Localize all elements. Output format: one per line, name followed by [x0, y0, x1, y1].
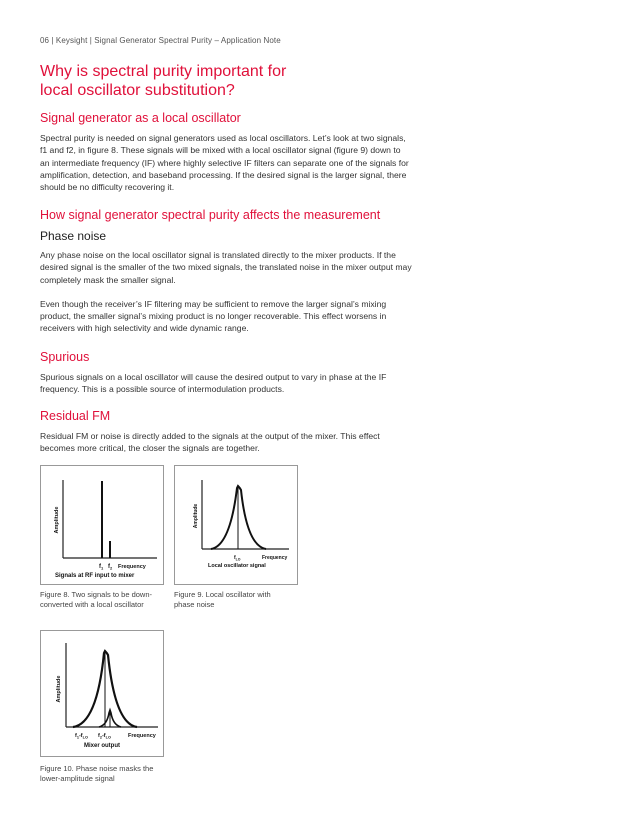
subsection-heading: Phase noise — [40, 229, 107, 243]
section-local-oscillator — [40, 111, 412, 193]
x-axis-label: Frequency — [118, 564, 146, 570]
flo-label: $f_{LO}$ — [234, 555, 241, 562]
paragraph: Spectral purity is needed on signal generators used as local oscillators. Let’s look at two signals, f1 and f2, in figure 8. These signals will be mixed with a local oscillator signal (figure 9) down to an intermediate frequency (IF) where highly selective IF filters can separate one of the signals for amplification, detection, and baseband processing. If the desired signal is the larger signal, there should be no difficulty recovering it. — [40, 133, 409, 193]
section-spurious — [40, 350, 412, 396]
figure-subtitle: Local oscillator signal — [208, 563, 266, 569]
f2-minus-flo-label: $f_2-f_{LO}$ — [98, 733, 111, 740]
f1-minus-flo-label: $f_1-f_{LO}$ — [75, 733, 88, 740]
paragraph: Spurious signals on a local oscillator will cause the desired output to vary in phase at the IF frequency. This is a possible source of intermodulation products. — [40, 372, 387, 395]
x-axis-label: Frequency — [128, 733, 156, 739]
figure-subtitle: Signals at RF input to mixer — [55, 573, 135, 579]
section-measurement-effects — [40, 208, 412, 335]
figure-10 — [40, 630, 164, 757]
paragraph: Residual FM or noise is directly added to the signals at the output of the mixer. This effect becomes more critical, the closer the signals are together. — [40, 431, 380, 454]
f1-label: $f_1$ — [99, 564, 104, 571]
figure-8 — [40, 465, 164, 585]
section-heading: Spurious — [40, 350, 90, 364]
section-heading: How signal generator spectral purity affects the measurement — [40, 208, 381, 222]
section-heading: Residual FM — [40, 409, 111, 423]
figure-8-diagram — [41, 466, 163, 584]
section-residual-fm — [40, 409, 412, 455]
page-title-line-1: Why is spectral purity important for — [40, 63, 287, 80]
y-axis-label: Amplitude — [193, 503, 199, 529]
page-title-line-2: local oscillator substitution? — [40, 82, 235, 99]
f2-label: $f_2$ — [108, 564, 113, 571]
x-axis-label: Frequency — [262, 555, 288, 561]
figure-10-diagram — [41, 631, 163, 756]
paragraph: Even though the receiver’s IF filtering may be sufficient to remove the larger signal’s mixing product, the smaller signal’s mixing product is no longer recoverable. This effect worsens in receivers with high selectivity and wide dynamic range. — [40, 298, 387, 334]
y-axis-label: Amplitude — [54, 506, 60, 534]
y-axis-label: Amplitude — [56, 675, 62, 703]
page-title — [40, 62, 560, 100]
figure-subtitle: Mixer output — [84, 743, 120, 749]
figure-9 — [174, 465, 298, 585]
page-header: 06 | Keysight | Signal Generator Spectral Purity – Application Note — [40, 36, 281, 45]
figure-8-caption: Figure 8. Two signals to be down-converted with a local oscillator — [40, 590, 153, 609]
figure-10-caption: Figure 10. Phase noise masks the lower-amplitude signal — [40, 764, 154, 783]
paragraph: Any phase noise on the local oscillator signal is translated directly to the mixer products. If the desired signal is the smaller of the two mixed signals, the translated noise in the mixer output may completely mask the smaller signal. — [40, 250, 412, 285]
section-heading: Signal generator as a local oscillator — [40, 111, 241, 125]
figure-9-caption: Figure 9. Local oscillator with phase noise — [174, 590, 271, 609]
figure-9-diagram — [175, 466, 297, 584]
